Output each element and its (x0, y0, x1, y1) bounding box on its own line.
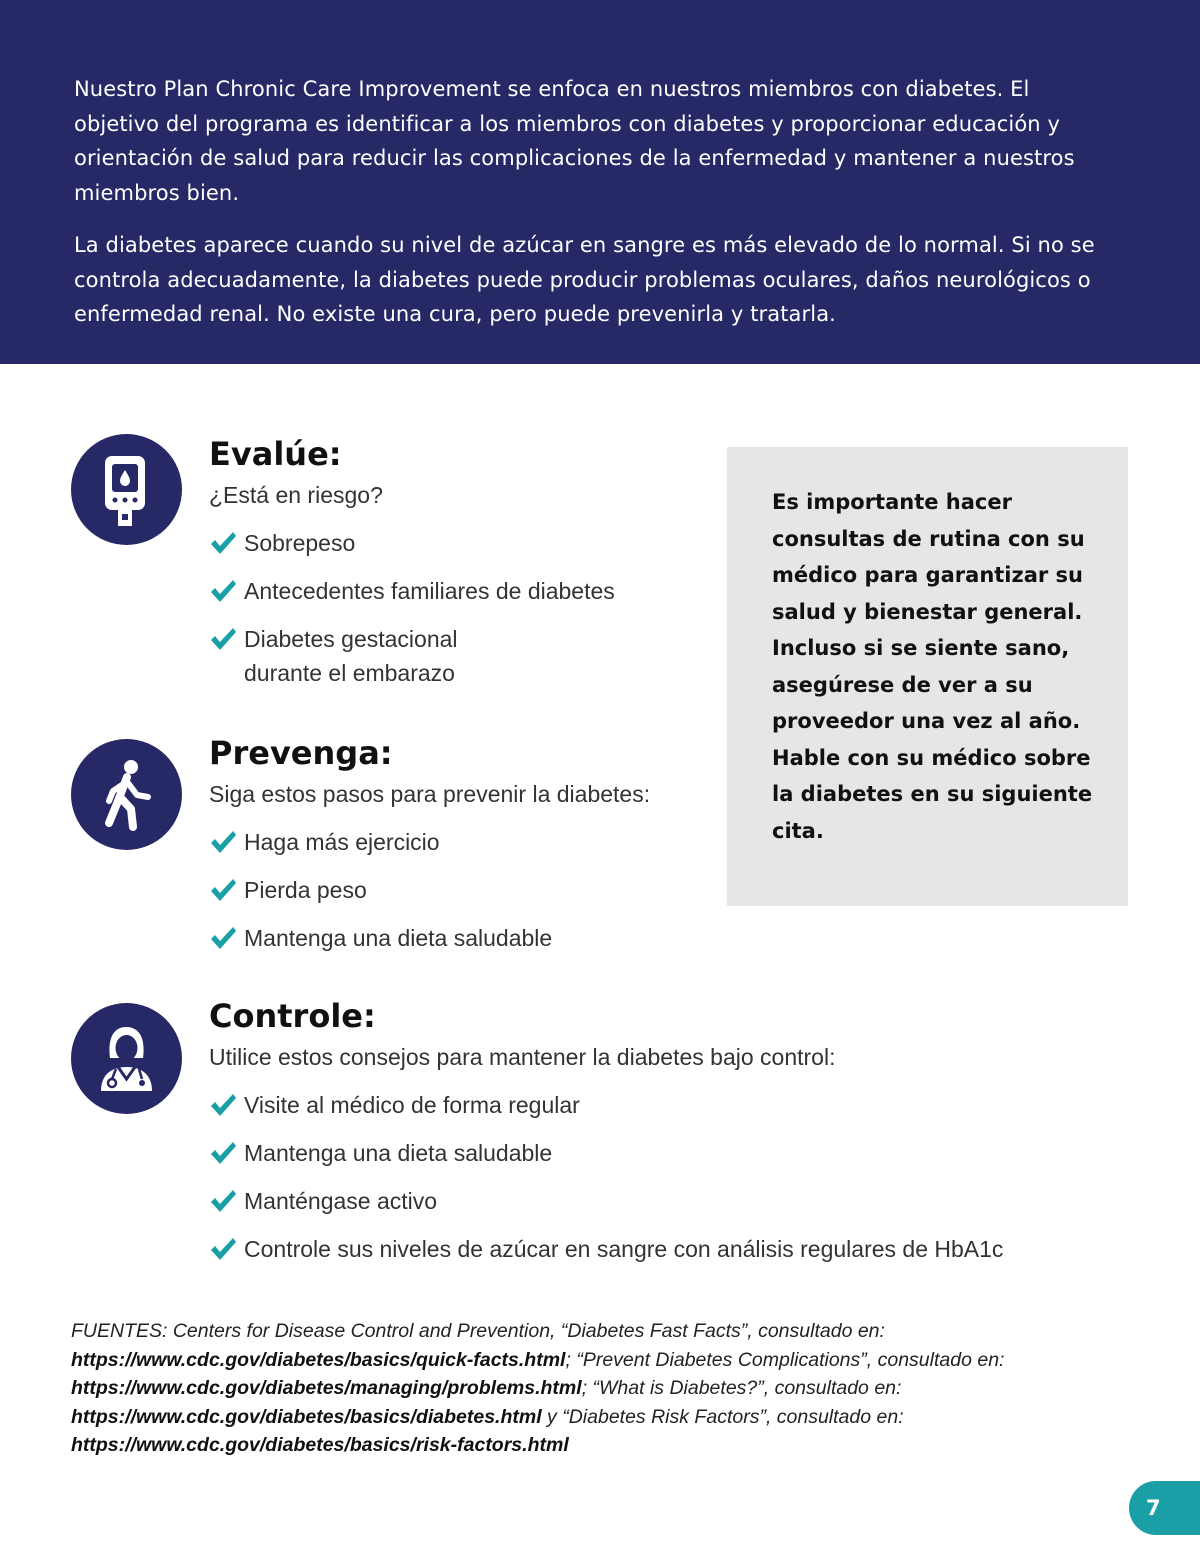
list-item (209, 574, 615, 608)
callout-text: Es importante hacer consultas de rutina con su médico para garantizar su salud y bienestar general. Incluso si se siente sano, asegúrese de ver a su proveedor una vez al año. Hable con su médico sobre la diabetes en su siguiente cita. (772, 490, 1093, 843)
check-icon (209, 578, 237, 604)
list-item-label: Sobrepeso (244, 530, 356, 556)
source-link-3[interactable]: https://www.cdc.gov/diabetes/basics/diabetes.html (71, 1405, 542, 1428)
check-icon (209, 925, 237, 951)
check-icon (209, 1236, 237, 1262)
section-evalue (209, 434, 615, 704)
section-title: Controle: (209, 997, 376, 1035)
sources-separator: ; “What is Diabetes?”, consultado en: (581, 1377, 902, 1399)
list-item (209, 526, 615, 560)
list-item (209, 1184, 1003, 1218)
checklist (209, 1088, 1003, 1266)
walking-person-icon (71, 739, 182, 850)
checklist (209, 825, 650, 955)
intro-paragraph-1: Nuestro Plan Chronic Care Improvement se enfoca en nuestros miembros con diabetes. El objetivo del programa es identificar a los miembros con diabetes y proporcionar educación y orientación de salud para reducir las complicaciones de la enfermedad y mantener a nuestros miembros bien. (74, 77, 1075, 205)
list-item (209, 1136, 1003, 1170)
section-title: Prevenga: (209, 734, 393, 772)
check-icon (209, 626, 237, 652)
list-item-label: Controle sus niveles de azúcar en sangre con análisis regulares de HbA1c (244, 1236, 1004, 1262)
sources-separator: y “Diabetes Risk Factors”, consultado en: (541, 1405, 904, 1428)
list-item-label: Pierda peso (244, 877, 367, 903)
list-item (209, 825, 650, 859)
sources-label: FUENTES: Centers for Disease Control and Prevention, “Diabetes Fast Facts”, consultado en: (71, 1320, 885, 1342)
section-controle (209, 996, 1003, 1280)
source-link-4[interactable]: https://www.cdc.gov/diabetes/basics/risk-factors.html (71, 1434, 569, 1456)
check-icon (209, 1188, 237, 1214)
list-item-label: Visite al médico de forma regular (244, 1092, 580, 1118)
section-intro: Siga estos pasos para prevenir la diabetes: (209, 781, 651, 807)
list-item-label: Diabetes gestacional (244, 626, 458, 652)
source-link-1[interactable]: https://www.cdc.gov/diabetes/basics/quick-facts.html (71, 1348, 566, 1371)
intro-banner (0, 0, 1200, 364)
callout-box (727, 447, 1128, 906)
check-icon (209, 829, 237, 855)
list-item-label: durante el embarazo (244, 660, 455, 686)
source-link-2[interactable]: https://www.cdc.gov/diabetes/managing/problems.html (71, 1377, 582, 1399)
list-item-label: Manténgase activo (244, 1188, 438, 1214)
list-item (209, 1088, 1003, 1122)
list-item-label: Haga más ejercicio (244, 829, 440, 855)
list-item (209, 921, 650, 955)
glucose-meter-icon (71, 434, 182, 545)
sources-footnote (71, 1317, 1131, 1460)
checklist (209, 526, 615, 690)
check-icon (209, 530, 237, 556)
page-number: 7 (1129, 1481, 1200, 1535)
list-item (209, 1232, 1003, 1266)
sources-separator: ; “Prevent Diabetes Complications”, consultado en: (565, 1348, 1005, 1371)
section-prevenga (209, 733, 650, 969)
list-item (209, 873, 650, 907)
section-intro: ¿Está en riesgo? (209, 482, 383, 508)
list-item-label: Mantenga una dieta saludable (244, 925, 553, 951)
doctor-icon (71, 1003, 182, 1114)
list-item-label: Mantenga una dieta saludable (244, 1140, 553, 1166)
section-intro: Utilice estos consejos para mantener la diabetes bajo control: (209, 1044, 836, 1070)
check-icon (209, 1092, 237, 1118)
section-title: Evalúe: (209, 435, 342, 473)
intro-paragraph-2: La diabetes aparece cuando su nivel de azúcar en sangre es más elevado de lo normal. Si no se controla adecuadamente, la diabetes puede producir problemas oculares, daños neurológicos o enfermedad renal. No existe una cura, pero puede prevenirla y tratarla. (74, 233, 1095, 326)
check-icon (209, 1140, 237, 1166)
list-item (209, 622, 615, 690)
list-item-label: Antecedentes familiares de diabetes (244, 578, 615, 604)
check-icon (209, 877, 237, 903)
